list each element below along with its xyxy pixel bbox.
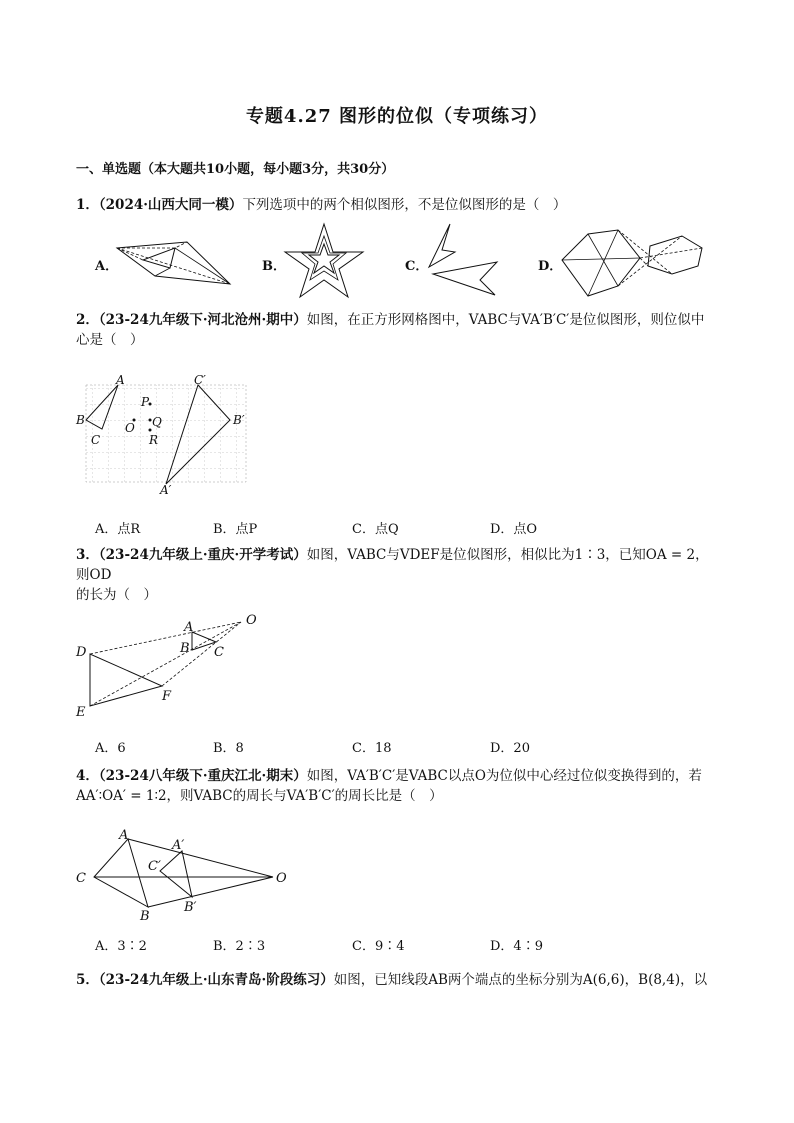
question-5 (76, 970, 716, 990)
figure-q1-d (560, 228, 705, 300)
question-source: （23-24八年级下·重庆江北·期末） (98, 768, 307, 784)
label-A: A (119, 828, 129, 843)
q2-option-d: D．点O (490, 522, 538, 537)
q4-option-a: A．3∶2 (95, 939, 147, 954)
label-A-prime: A′ (160, 483, 172, 497)
q3-option-a: A．6 (95, 741, 126, 756)
question-number: 2． (76, 312, 99, 328)
question-4 (76, 766, 716, 806)
question-2 (76, 310, 716, 350)
label-A: A (184, 620, 194, 635)
label-P: P (141, 395, 150, 409)
label-O: O (276, 871, 287, 886)
question-source: （23-24九年级上·重庆·开学考试） (98, 547, 307, 563)
label-E: E (76, 705, 86, 720)
question-number: 4． (76, 768, 99, 784)
label-F: F (162, 689, 172, 704)
figure-q1-b (283, 222, 365, 300)
figure-q4 (76, 825, 296, 925)
label-B: B (76, 413, 85, 427)
figure-q3 (76, 610, 266, 720)
option-d: D． (538, 259, 563, 274)
label-B-prime: B′ (184, 900, 197, 915)
question-number: 3． (76, 547, 99, 563)
question-3 (76, 545, 716, 605)
q4-option-c: C．9∶4 (352, 939, 405, 954)
option-c: C． (405, 259, 429, 274)
q3-option-c: C．18 (352, 741, 392, 756)
question-source: （23-24九年级上·山东青岛·阶段练习） (98, 972, 334, 988)
question-source: （23-24九年级下·河北沧州·期中） (98, 312, 307, 328)
question-text-line2: AA′∶OA′ = 1∶2，则VABC的周长与VA′B′C′的周长比是（ ） (76, 788, 443, 804)
q4-option-b: B．2∶3 (213, 939, 266, 954)
label-R: R (149, 433, 159, 447)
figure-q1-a (115, 238, 235, 288)
question-text-line1: 如图，在正方形网格图中，VABC与VA′B′C′是位似图形，则位似中 (306, 312, 705, 328)
label-B: B (180, 641, 190, 656)
label-O: O (246, 613, 257, 628)
label-C: C (91, 433, 101, 447)
question-text-line1: 如图，VABC与VDEF是位似图形，相似比为1∶3，已知OA = 2，则OD (76, 547, 709, 583)
label-C-prime: C′ (148, 859, 161, 874)
label-C: C (214, 645, 224, 660)
page-title: 专题4.27 图形的位似（专项练习） (245, 106, 549, 127)
question-1 (76, 195, 716, 215)
question-text: 如图，已知线段AB两个端点的坐标分别为A(6,6)，B(8,4)，以 (333, 972, 708, 988)
label-Q: Q (152, 415, 162, 429)
label-C: C (76, 871, 86, 886)
question-number: 1． (76, 197, 99, 213)
question-number: 5． (76, 972, 99, 988)
label-C-prime: C′ (194, 373, 206, 387)
label-D: D (76, 645, 87, 660)
q2-option-b: B．点P (213, 522, 258, 537)
label-A-prime: A′ (172, 838, 185, 853)
q3-option-d: D．20 (490, 741, 530, 756)
figure-q1-c (425, 222, 500, 297)
q2-option-a: A．点R (95, 522, 141, 537)
question-text-line1: 如图，VA′B′C′是VABC以点O为位似中心经过位似变换得到的，若 (306, 768, 702, 784)
label-O: O (125, 421, 135, 435)
question-text-line2: 的长为（ ） (76, 587, 157, 603)
question-text-line2: 心是（ ） (76, 332, 144, 348)
question-source: （2024·山西大同一模） (98, 197, 243, 213)
figure-q2-grid (76, 372, 256, 497)
section-heading: 一、单选题（本大题共10小题，每小题3分，共30分） (76, 162, 395, 177)
label-B: B (140, 909, 150, 924)
option-b: B． (262, 259, 286, 274)
option-a: A． (95, 259, 119, 274)
label-A: A (116, 373, 125, 387)
label-B-prime: B′ (233, 413, 245, 427)
q2-option-c: C．点Q (352, 522, 399, 537)
q3-option-b: B．8 (213, 741, 244, 756)
question-text: 下列选项中的两个相似图形，不是位似图形的是（ ） (242, 197, 567, 213)
q4-option-d: D．4∶9 (490, 939, 543, 954)
